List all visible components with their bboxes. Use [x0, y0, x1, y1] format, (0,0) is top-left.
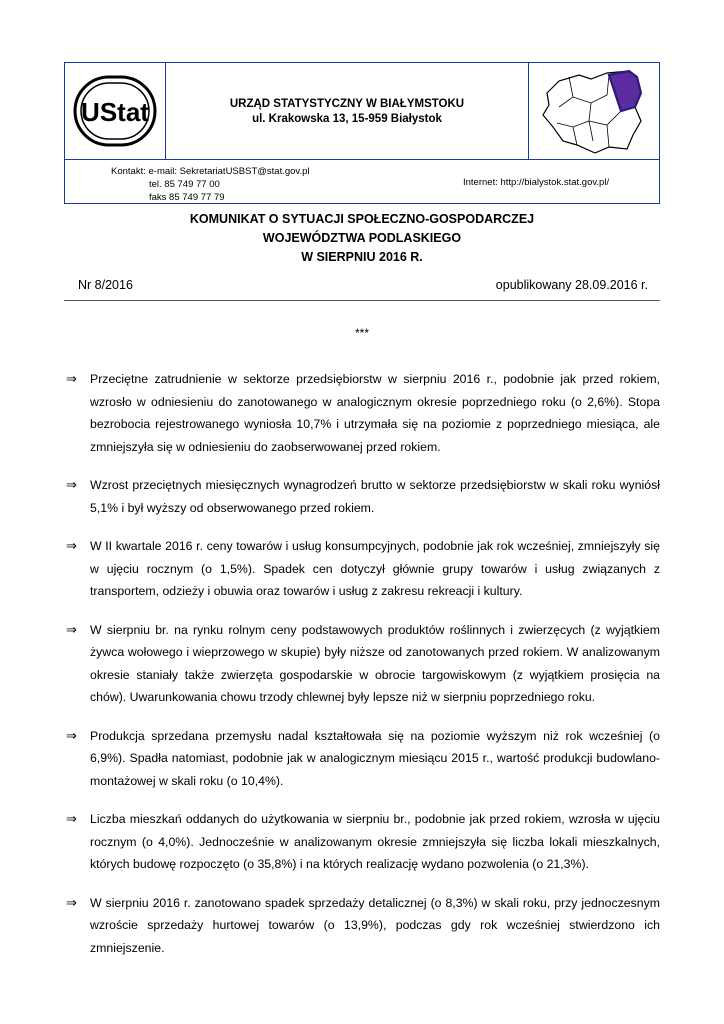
title-line-1: KOMUNIKAT O SYTUACJI SPOŁECZNO-GOSPODARCZEJ [189, 212, 535, 226]
bullet-text: W sierpniu br. na rynku rolnym ceny podstawowych produktów roślinnych i zwierzęcych (z wyjątkiem żywca wołowego i wieprzowego w skupie) były niższe od zanotowanych przed rokiem. W analizowanym okresie staniały także zwierzęta gospodarskie w obrocie targowiskowym (z wyjątkiem prosięcia na chów). Uwarunkowania chowu trzody chlewnej były lepsze niż w sierpniu poprzedniego roku. [90, 622, 660, 704]
publication-date: opublikowany 28.09.2016 r. [495, 278, 648, 292]
arrow-icon: ⇒ [66, 621, 77, 637]
bullet-text: Liczba mieszkań oddanych do użytkowania w sierpniu br., podobnie jak przed rokiem, wzrosła w ujęciu rocznym (o 4,0%). Jednocześnie w analizowanym okresie zmniejszyła się liczba lokali mieszkalnych, których budowę rozpoczęto (o 35,8%) i na których realizację wydano pozwolenia (o 21,3%). [90, 812, 660, 871]
arrow-icon: ⇒ [66, 538, 77, 553]
meta-row [64, 276, 660, 301]
header-divider [65, 159, 659, 160]
internet-link[interactable]: Internet: http://bialystok.stat.gov.pl/ [463, 177, 610, 188]
bullet-list [64, 368, 660, 975]
header-box [64, 62, 660, 204]
arrow-icon: ⇒ [66, 811, 77, 826]
bullet-item [64, 368, 660, 458]
bullet-text: Przeciętne zatrudnienie w sektorze przedsiębiorstw w sierpniu 2016 r., podobnie jak przed rokiem, wzrosło w odniesieniu do zanotowanego w analogicznym okresie poprzedniego roku (o 2,6%). Stopa bezrobocia rejestrowanego wyniosła 10,7% i utrzymała się na poziomie z poprzedniego miesiąca, ale zmniejszyła się w odniesieniu do zaobserwowanej przed rokiem. [90, 372, 660, 454]
arrow-icon: ⇒ [66, 371, 77, 386]
document-title [0, 210, 724, 267]
bullet-text: W II kwartale 2016 r. ceny towarów i usług konsumpcyjnych, podobnie jak rok wcześniej, zmniejszyły się w ujęciu rocznym (o 1,5%). Spadek cen dotyczył głównie grupy towarów i usług związanych z transportem, odzieży i obuwia oraz towarów i usług z zakresu rekreacji i kultury. [90, 539, 660, 598]
ustat-logo [65, 63, 165, 159]
contact-block [111, 165, 310, 204]
title-line-3: W SIERPNIU 2016 R. [301, 250, 423, 264]
issue-number: Nr 8/2016 [78, 278, 133, 292]
bullet-item [64, 725, 660, 793]
arrow-icon: ⇒ [66, 477, 77, 492]
bullet-item [64, 474, 660, 519]
contact-email: Kontakt: e-mail: SekretariatUSBST@stat.gov.pl [111, 166, 310, 177]
section-separator: *** [354, 326, 369, 340]
contact-fax: faks 85 749 77 79 [149, 192, 225, 203]
bullet-text: Produkcja sprzedana przemysłu nadal kształtowała się na poziomie wyższym niż rok wcześniej (o 6,9%). Spadła natomiast, podobnie jak w analogicznym miesiącu 2015 r., wartość produkcji budowlano-montażowej w skali roku (o 10,4%). [90, 728, 660, 788]
office-address: ul. Krakowska 13, 15-959 Białystok [252, 113, 442, 125]
bullet-item [64, 535, 660, 603]
map-cell [528, 63, 659, 159]
logo-lettering: UStat [81, 97, 149, 127]
arrow-icon: ⇒ [66, 727, 77, 743]
bullet-text: Wzrost przeciętnych miesięcznych wynagrodzeń brutto w sektorze przedsiębiorstw w skali roku wyniósł 5,1% i był wyższy od obserwowanego przed rokiem. [90, 478, 660, 515]
bullet-text: W sierpniu 2016 r. zanotowano spadek sprzedaży detalicznej (o 8,3%) w skali roku, przy jednoczesnym wzroście sprzedaży hurtowej towarów (o 13,9%), podczas gdy rok wcześniej stwierdzono ich zmniejszenie. [90, 895, 660, 955]
bullet-item [64, 808, 660, 876]
poland-map-icon [529, 63, 659, 159]
bullet-item [64, 892, 660, 960]
logo-cell [65, 63, 166, 159]
bullet-item [64, 619, 660, 709]
arrow-icon: ⇒ [66, 894, 77, 910]
office-name: URZĄD STATYSTYCZNY W BIAŁYMSTOKU [229, 98, 465, 110]
title-line-2: WOJEWÓDZTWA PODLASKIEGO [262, 231, 462, 245]
contact-phone: tel. 85 749 77 00 [149, 179, 220, 190]
office-block [165, 97, 529, 127]
